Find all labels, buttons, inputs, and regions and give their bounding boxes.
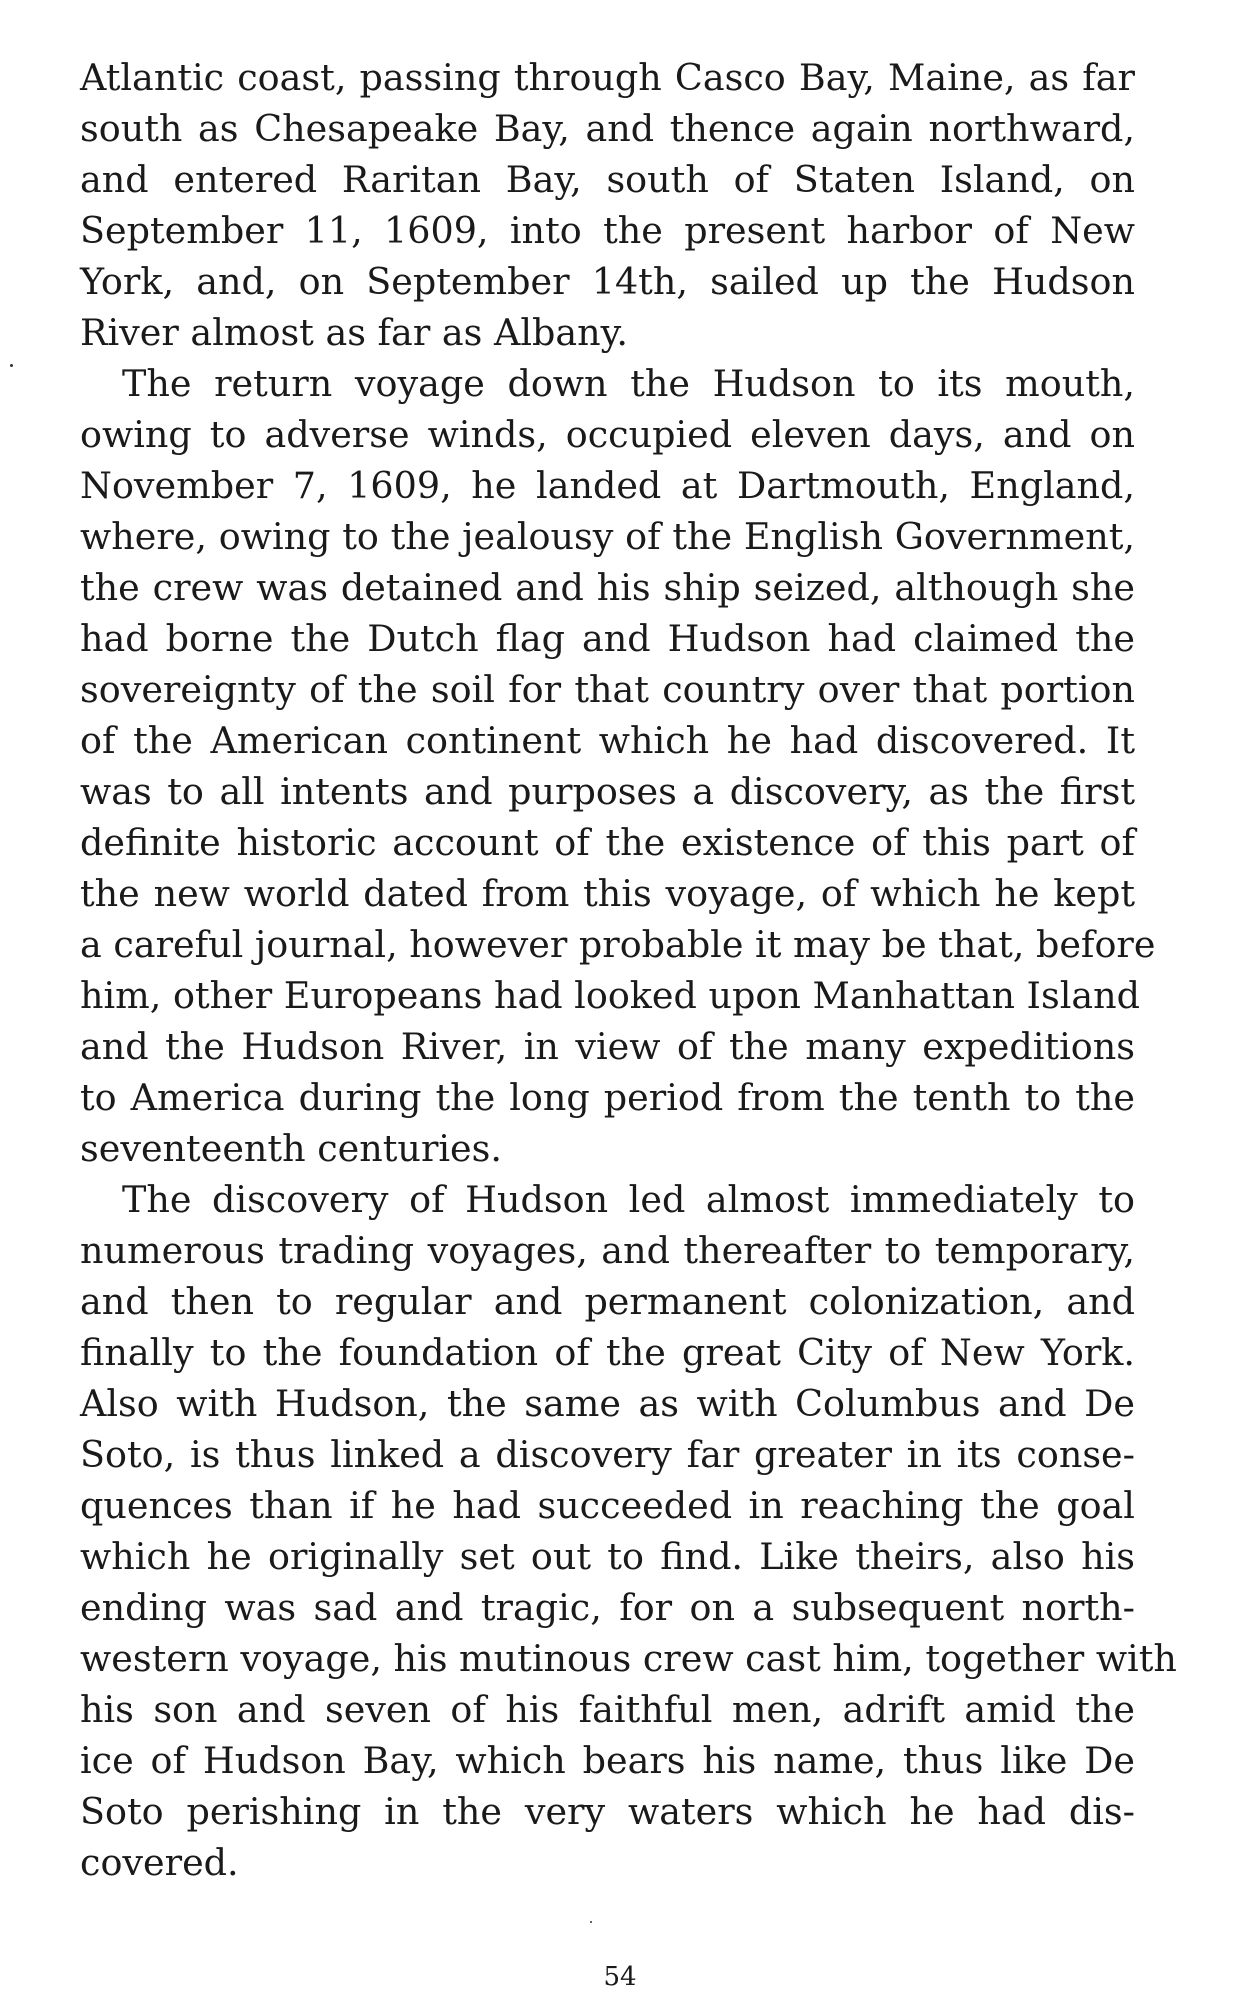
paragraph-2-line-13: him, other Europeans had looked upon Manhattan Island (80, 974, 1141, 1017)
paragraph-2-line-8: of the American continent which he had discovered. It (80, 719, 1135, 762)
paragraph-3-line-5: Also with Hudson, the same as with Columbus and De (80, 1382, 1135, 1425)
paragraph-2-line-4: where, owing to the jealousy of the English Government, (80, 515, 1135, 558)
paragraph-2-line-7: sovereignty of the soil for that country over that portion (80, 668, 1135, 711)
page-number: 54 (603, 1962, 637, 1992)
paragraph-2-line-11: the new world dated from this voyage, of which he kept (80, 872, 1135, 915)
scan-speck (590, 1921, 592, 1923)
paragraph-2-line-15: to America during the long period from the tenth to the (80, 1076, 1135, 1119)
paragraph-1-line-3: and entered Raritan Bay, south of Staten Island, on (80, 158, 1135, 201)
paragraph-3-line-4: finally to the foundation of the great City of New York. (80, 1331, 1135, 1374)
paragraph-2-line-1: The return voyage down the Hudson to its mouth, (122, 362, 1135, 405)
paragraph-3-line-1: The discovery of Hudson led almost immediately to (122, 1178, 1135, 1221)
paragraph-3-line-10: western voyage, his mutinous crew cast him, together with (80, 1637, 1177, 1680)
paragraph-2-line-10: definite historic account of the existence of this part of (80, 821, 1135, 864)
paragraph-1-line-1: Atlantic coast, passing through Casco Bay, Maine, as far (80, 56, 1135, 99)
paragraph-1-line-2: south as Chesapeake Bay, and thence again northward, (80, 107, 1135, 150)
paragraph-3-line-12: ice of Hudson Bay, which bears his name, thus like De (80, 1739, 1135, 1782)
paragraph-1-line-4: September 11, 1609, into the present harbor of New (80, 209, 1135, 252)
paragraph-2-line-3: November 7, 1609, he landed at Dartmouth, England, (80, 464, 1135, 507)
paragraph-2-line-6: had borne the Dutch flag and Hudson had claimed the (80, 617, 1135, 660)
paragraph-3-line-6: Soto, is thus linked a discovery far greater in its conse- (80, 1433, 1135, 1476)
paragraph-2-line-16: seventeenth centuries. (80, 1127, 502, 1170)
paragraph-1-line-5: York, and, on September 14th, sailed up the Hudson (80, 260, 1135, 303)
body-text (80, 52, 1177, 1888)
paragraph-3-line-13: Soto perishing in the very waters which he had dis- (80, 1790, 1135, 1833)
paragraph-3-line-11: his son and seven of his faithful men, adrift amid the (80, 1688, 1135, 1731)
paragraph-2-line-9: was to all intents and purposes a discovery, as the first (80, 770, 1135, 813)
paragraph-3-line-14: covered. (80, 1841, 239, 1884)
paragraph-2-line-5: the crew was detained and his ship seized, although she (80, 566, 1135, 609)
paragraph-3-line-8: which he originally set out to find. Like theirs, also his (80, 1535, 1135, 1578)
paragraph-3-line-3: and then to regular and permanent colonization, and (80, 1280, 1135, 1323)
paragraph-2-line-14: and the Hudson River, in view of the many expeditions (80, 1025, 1135, 1068)
paragraph-3-line-9: ending was sad and tragic, for on a subsequent north- (80, 1586, 1135, 1629)
paragraph-1-line-6: River almost as far as Albany. (80, 311, 628, 354)
paragraph-3-line-7: quences than if he had succeeded in reaching the goal (80, 1484, 1135, 1527)
paragraph-3-line-2: numerous trading voyages, and thereafter to temporary, (80, 1229, 1135, 1272)
paragraph-2-line-2: owing to adverse winds, occupied eleven days, and on (80, 413, 1135, 456)
paragraph-2-line-12: a careful journal, however probable it may be that, before (80, 923, 1156, 966)
scan-speck (10, 364, 13, 367)
